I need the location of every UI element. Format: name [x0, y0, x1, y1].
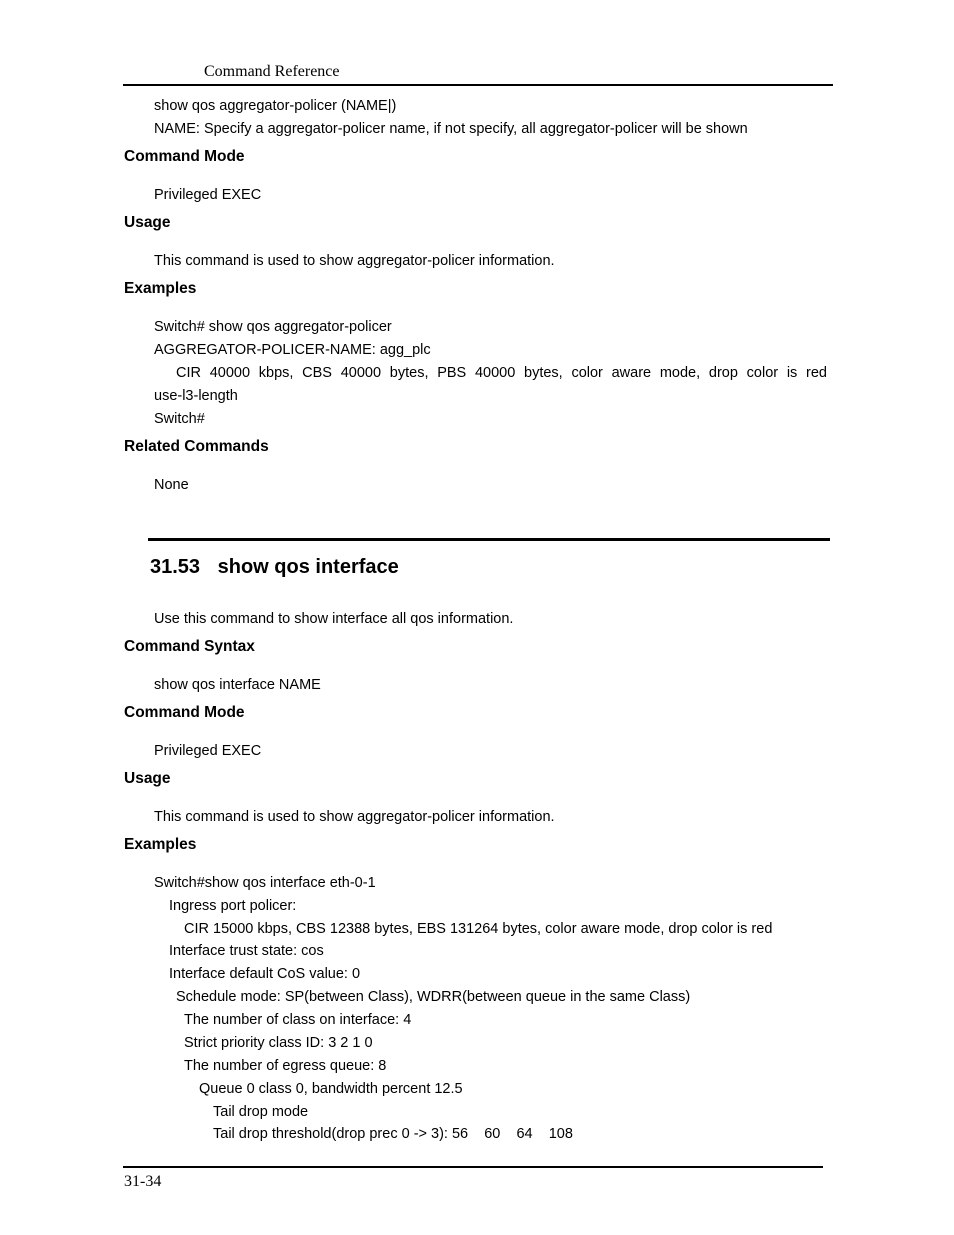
usage-heading: Usage: [124, 770, 171, 787]
related-commands-text: None: [154, 477, 189, 493]
example-line: CIR 15000 kbps, CBS 12388 bytes, EBS 131264 bytes, color aware mode, drop color is red: [184, 921, 773, 937]
example-line: use-l3-length: [154, 388, 238, 404]
examples-heading: Examples: [124, 280, 197, 297]
running-header: Command Reference: [204, 63, 340, 80]
example-line: Schedule mode: SP(between Class), WDRR(between queue in the same Class): [176, 989, 691, 1005]
usage-text: This command is used to show aggregator-policer information.: [154, 809, 555, 825]
usage-heading: Usage: [124, 214, 171, 231]
footer-rule: [123, 1166, 823, 1168]
command-mode-text: Privileged EXEC: [154, 187, 262, 203]
command-syntax-text: show qos interface NAME: [154, 677, 321, 693]
examples-heading: Examples: [124, 836, 197, 853]
example-line: Switch# show qos aggregator-policer: [154, 319, 392, 335]
section-number: 31.53: [150, 556, 201, 578]
example-line: Switch#: [154, 411, 205, 427]
header-rule: [123, 84, 833, 86]
page-number: 31-34: [124, 1173, 162, 1190]
related-commands-heading: Related Commands: [124, 438, 269, 455]
example-line: Interface default CoS value: 0: [169, 966, 361, 982]
example-line: Switch#show qos interface eth-0-1: [154, 875, 376, 891]
example-line: Interface trust state: cos: [169, 943, 324, 959]
section-title: show qos interface: [217, 556, 399, 578]
example-line: Tail drop mode: [213, 1104, 309, 1120]
example-line: Strict priority class ID: 3 2 1 0: [184, 1035, 373, 1051]
example-line: Tail drop threshold(drop prec 0 -> 3): 56 60 64 108: [213, 1126, 573, 1142]
example-line: AGGREGATOR-POLICER-NAME: agg_plc: [154, 342, 431, 358]
example-line: CIR 40000 kbps, CBS 40000 bytes, PBS 40000 bytes, color aware mode, drop color is red: [176, 365, 827, 381]
command-syntax-heading: Command Syntax: [124, 638, 255, 655]
section-rule: [148, 538, 830, 541]
section-intro: Use this command to show interface all qos information.: [154, 611, 514, 627]
example-line: Queue 0 class 0, bandwidth percent 12.5: [199, 1081, 463, 1097]
usage-text: This command is used to show aggregator-policer information.: [154, 253, 555, 269]
command-mode-text: Privileged EXEC: [154, 743, 262, 759]
command-mode-heading: Command Mode: [124, 704, 245, 721]
parameter-description: NAME: Specify a aggregator-policer name, if not specify, all aggregator-policer will be shown: [154, 121, 748, 137]
example-line: The number of egress queue: 8: [184, 1058, 387, 1074]
example-line: Ingress port policer:: [169, 898, 297, 914]
syntax-text: show qos aggregator-policer (NAME|): [154, 98, 397, 114]
example-line: The number of class on interface: 4: [184, 1012, 412, 1028]
command-mode-heading: Command Mode: [124, 148, 245, 165]
section-heading: [150, 555, 399, 579]
